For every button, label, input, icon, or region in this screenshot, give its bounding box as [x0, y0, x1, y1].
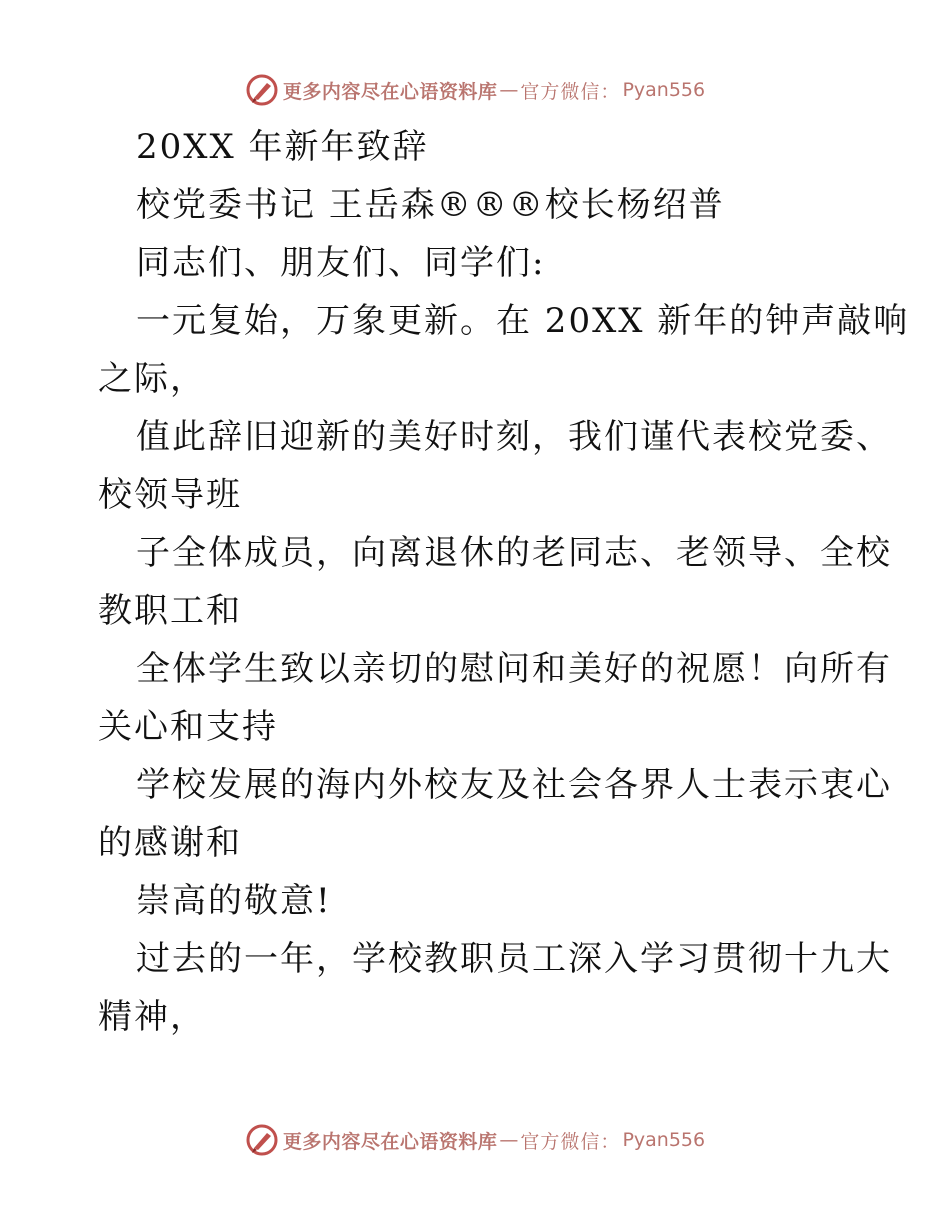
banner-main-text: 更多内容尽在心语资料库 — [282, 1130, 498, 1153]
pen-logo-icon — [245, 73, 279, 107]
document-author-line: 校党委书记 王岳森®®®校长杨绍普 — [136, 185, 725, 225]
banner-wechat-id: Pyan556 — [622, 79, 706, 101]
pen-logo-icon — [245, 1123, 279, 1157]
document-body — [98, 118, 910, 1046]
header-banner — [0, 70, 950, 110]
paragraph-line: 的感谢和 — [98, 823, 242, 863]
banner-main-text: 更多内容尽在心语资料库 — [282, 80, 498, 103]
footer-banner — [0, 1120, 950, 1160]
paragraph-line: 过去的一年，学校教职员工深入学习贯彻十九大 — [136, 939, 892, 979]
paragraph-line: 教职工和 — [98, 591, 242, 631]
document-salutation: 同志们、朋友们、同学们: — [136, 243, 546, 283]
paragraph-line: 精神， — [98, 997, 206, 1037]
paragraph-line: 崇高的敬意! — [136, 881, 332, 921]
banner-dash: — — [499, 79, 519, 101]
paragraph-line: 全体学生致以亲切的慰问和美好的祝愿！向所有 — [136, 649, 892, 689]
paragraph-line: 关心和支持 — [98, 707, 278, 747]
paragraph-line: 一元复始，万象更新。在 20XX 新年的钟声敲响 — [136, 301, 910, 341]
paragraph-line: 子全体成员，向离退休的老同志、老领导、全校 — [136, 533, 892, 573]
paragraph-line: 之际， — [98, 359, 206, 399]
banner-wechat-label: 官方微信： — [520, 80, 621, 103]
banner-dash: — — [499, 1129, 519, 1151]
paragraph-line: 学校发展的海内外校友及社会各界人士表示衷心 — [136, 765, 892, 805]
banner-wechat-label: 官方微信： — [520, 1130, 621, 1153]
paragraph-line: 值此辞旧迎新的美好时刻，我们谨代表校党委、 — [136, 417, 892, 457]
paragraph-line: 校领导班 — [98, 475, 242, 515]
document-title: 20XX 年新年致辞 — [136, 127, 429, 167]
banner-wechat-id: Pyan556 — [622, 1129, 706, 1151]
